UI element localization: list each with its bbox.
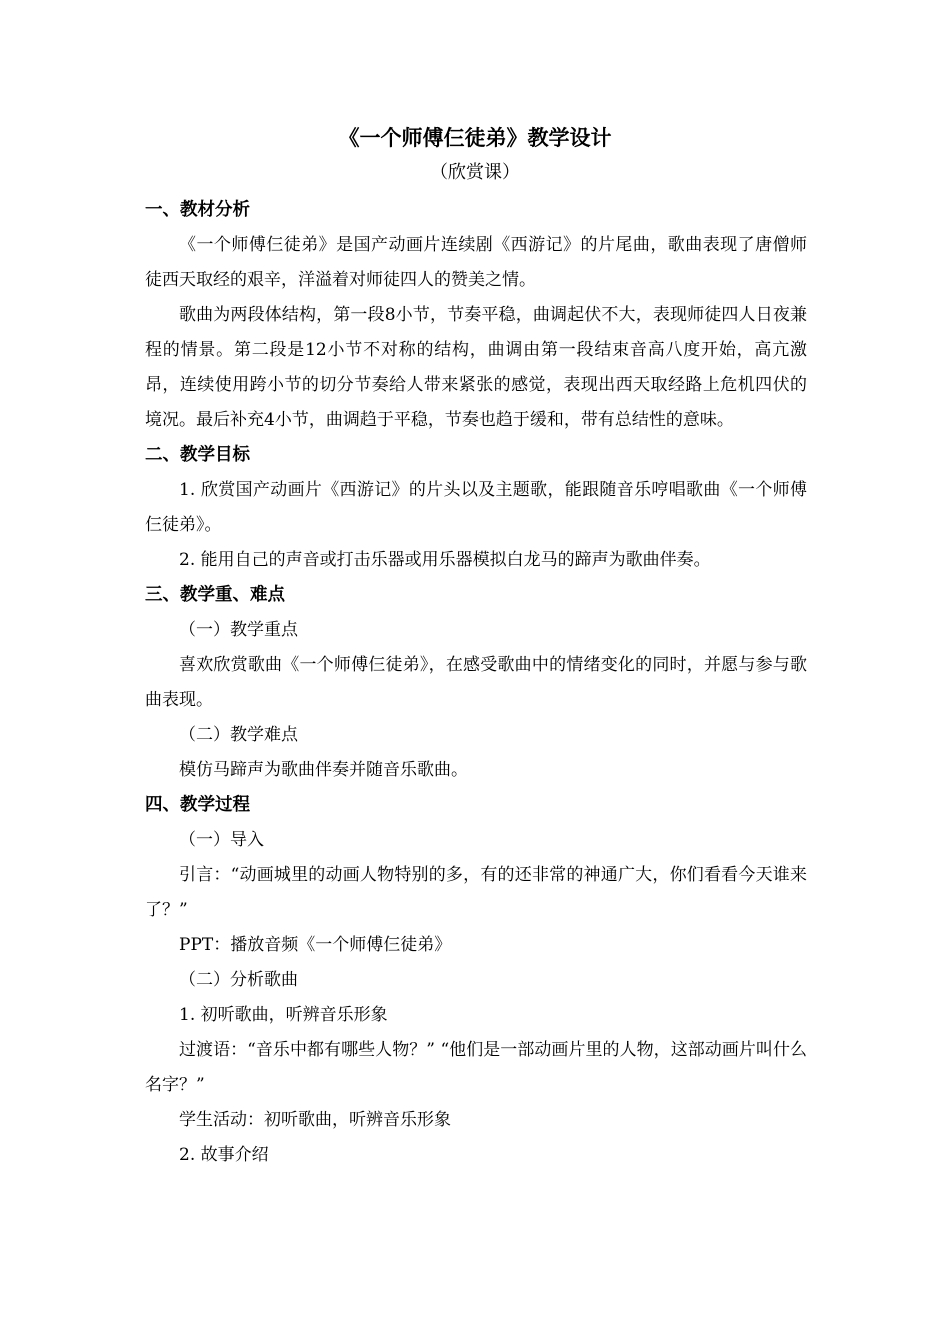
list-item: 1. 初听歌曲，听辨音乐形象: [179, 1005, 388, 1025]
document-subtitle: （欣赏课）: [430, 162, 520, 183]
section-key-points: [145, 578, 807, 788]
paragraph: 喜欢欣赏歌曲《一个师傅仨徒弟》，在感受歌曲中的情绪变化的同时，并愿与参与歌曲表现。: [145, 655, 807, 710]
subsection-heading: （一）导入: [179, 830, 264, 850]
paragraph: 引言：“动画城里的动画人物特别的多，有的还非常的神通广大，你们看看今天谁来了？”: [145, 865, 807, 920]
section-heading: 四、教学过程: [145, 795, 250, 815]
paragraph: 学生活动：初听歌曲，听辨音乐形象: [179, 1110, 451, 1130]
goal-item: 1. 欣赏国产动画片《西游记》的片头以及主题歌，能跟随音乐哼唱歌曲《一个师傅仨徒弟》。: [145, 480, 807, 535]
section-teaching-goals: [145, 438, 807, 578]
subsection-heading: （一）教学重点: [179, 620, 298, 640]
paragraph: 歌曲为两段体结构，第一段8小节，节奏平稳，曲调起伏不大，表现师徒四人日夜兼程的情景。第二段是12小节不对称的结构，曲调由第一段结束音高八度开始，高亢激昂，连续使用跨小节的切分节奏给人带来紧张的感觉，表现出西天取经路上危机四伏的境况。最后补充4小节，曲调趋于平稳，节奏也趋于缓和，带有总结性的意味。: [145, 305, 807, 430]
section-heading: 二、教学目标: [145, 445, 250, 465]
subsection-heading: （二）分析歌曲: [179, 970, 298, 990]
list-item: 2. 故事介绍: [179, 1145, 269, 1165]
document-title: 《一个师傅仨徒弟》教学设计: [338, 126, 612, 150]
section-heading: 一、教材分析: [145, 200, 250, 220]
paragraph: 《一个师傅仨徒弟》是国产动画片连续剧《西游记》的片尾曲，歌曲表现了唐僧师徒西天取经的艰辛，洋溢着对师徒四人的赞美之情。: [145, 235, 807, 290]
section-textbook-analysis: [145, 193, 807, 438]
paragraph: 模仿马蹄声为歌曲伴奏并随音乐歌曲。: [179, 760, 468, 780]
paragraph: 过渡语：“音乐中都有哪些人物？” “他们是一部动画片里的人物，这部动画片叫什么名字？”: [145, 1040, 807, 1095]
goal-item: 2. 能用自己的声音或打击乐器或用乐器模拟白龙马的蹄声为歌曲伴奏。: [179, 550, 711, 570]
section-teaching-process: [145, 788, 807, 1173]
paragraph: PPT：播放音频《一个师傅仨徒弟》: [179, 935, 452, 955]
document-body: [145, 193, 807, 1173]
subsection-heading: （二）教学难点: [179, 725, 298, 745]
section-heading: 三、教学重、难点: [145, 585, 285, 605]
